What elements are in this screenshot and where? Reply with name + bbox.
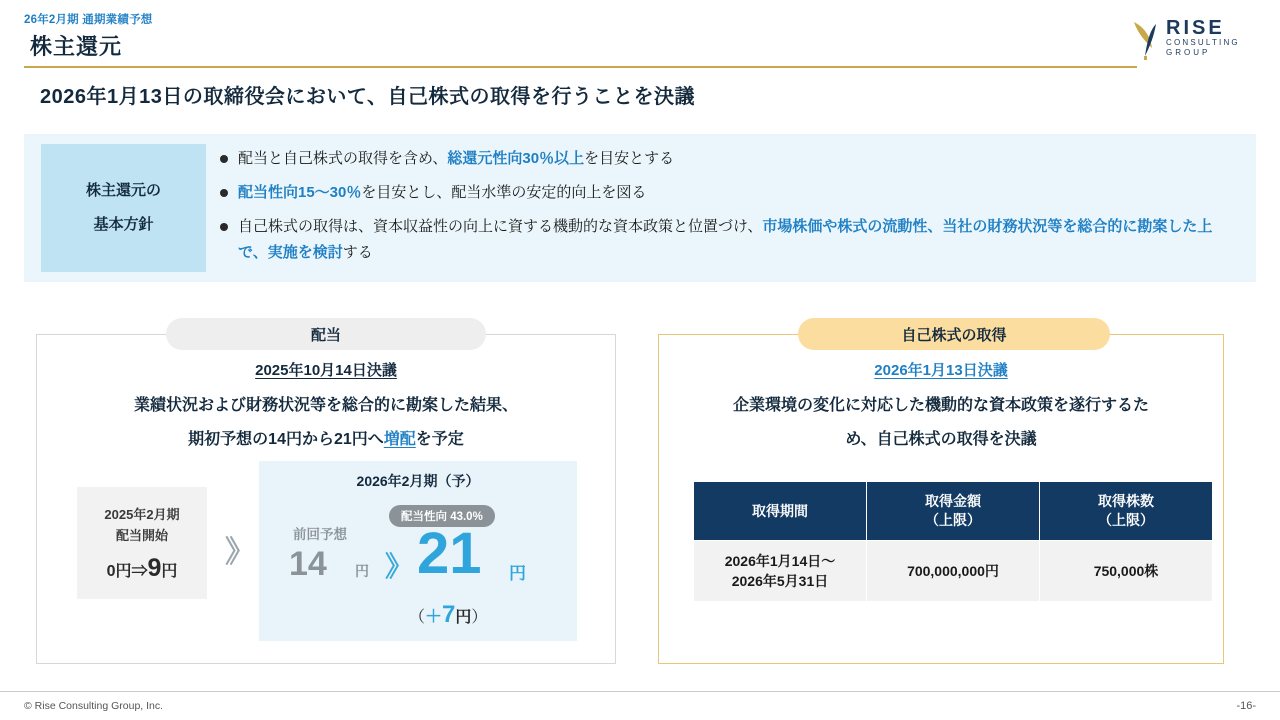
current-year-title: 2026年2月期（予）	[356, 473, 480, 489]
policy-text-post: を目安とする	[584, 150, 675, 167]
bullet-icon	[220, 223, 228, 231]
dividend-description-line2	[37, 423, 615, 457]
policy-item-text	[238, 180, 646, 206]
dividend-delta	[409, 601, 487, 629]
buyback-description	[659, 389, 1223, 457]
bullet-icon	[220, 155, 228, 163]
cell-shares-value: 750,000株	[1093, 563, 1159, 579]
logo-sub-group: GROUP	[1166, 48, 1211, 57]
cell-period-line1: 2026年1月14日〜	[724, 553, 836, 569]
cell-amount	[867, 541, 1040, 602]
dividend-resolution-date: 2025年10月14日決議	[255, 362, 397, 379]
previous-forecast-value: 14	[289, 545, 327, 583]
chevron-right-icon: 》	[385, 551, 414, 582]
logo-sub-consulting: CONSULTING	[1166, 38, 1240, 47]
header-shares-line2: （上限）	[1098, 512, 1154, 528]
table-header-row	[694, 482, 1213, 541]
policy-item	[220, 146, 1240, 172]
policy-list	[220, 146, 1240, 274]
shareholder-return-policy-box	[24, 134, 1256, 282]
previous-forecast-unit: 円	[355, 563, 369, 579]
dividend-desc2-post: を予定	[415, 431, 464, 448]
previous-year-value	[107, 554, 178, 583]
dividend-previous-year-box	[77, 487, 207, 599]
policy-item-text	[238, 214, 1240, 266]
bullet-icon	[220, 189, 228, 197]
policy-item	[220, 214, 1240, 266]
table-header-period	[694, 482, 867, 541]
policy-text-highlight: 総還元性向30％以上	[447, 150, 585, 167]
dividend-current-year-box	[259, 461, 577, 641]
policy-text-post: する	[342, 244, 373, 261]
delta-number: 7	[442, 601, 456, 628]
policy-item-text	[238, 146, 674, 172]
dividend-panel-tab: 配当	[166, 318, 486, 350]
header-amount-line1: 取得金額	[925, 493, 981, 509]
new-dividend-value: 21	[417, 521, 482, 586]
policy-label-line2: 基本方針	[93, 216, 154, 233]
policy-item	[220, 180, 1240, 206]
dividend-description	[37, 389, 615, 457]
page-header	[0, 0, 1280, 72]
policy-label-line1: 株主還元の	[85, 182, 161, 199]
lead-statement: 2026年1月13日の取締役会において、自己株式の取得を行うことを決議	[40, 86, 695, 108]
delta-plus-sign: ＋	[425, 607, 443, 626]
delta-unit: 円	[455, 609, 472, 626]
table-header-amount	[867, 482, 1040, 541]
buyback-table	[693, 481, 1213, 602]
chevron-right-icon: 》	[225, 536, 255, 569]
table-row	[694, 541, 1213, 602]
policy-label	[41, 144, 206, 272]
new-dividend-unit: 円	[509, 564, 526, 583]
dividend-desc2-pre: 期初予想の14円から21円へ	[188, 431, 384, 448]
logo-name: RISE	[1166, 17, 1225, 39]
buyback-description-line2: め、自己株式の取得を決議	[845, 431, 1037, 448]
table-header-shares	[1040, 482, 1213, 541]
footer-page-number: -16-	[1236, 700, 1256, 712]
buyback-resolution-date: 2026年1月13日決議	[874, 362, 1008, 379]
previous-year-label: 2025年2月期	[104, 506, 180, 522]
buyback-panel-tab: 自己株式の取得	[798, 318, 1110, 350]
payout-ratio-badge: 配当性向 43.0%	[389, 505, 495, 527]
dividend-description-line1: 業績状況および財務状況等を総合的に勘案した結果、	[133, 397, 518, 414]
policy-text-pre: 配当と自己株式の取得を含め、	[238, 150, 448, 167]
logo-wordmark	[1166, 18, 1261, 58]
title-divider	[24, 66, 1137, 68]
previous-value-pre: 0円⇒	[106, 562, 148, 580]
cell-shares	[1040, 541, 1213, 602]
buyback-description-line1: 企業環境の変化に対応した機動的な資本政策を遂行するた	[732, 397, 1149, 414]
delta-close-paren: ）	[471, 609, 488, 626]
policy-text-highlight: 市場株価や株式の流動性、当社の財務状況等を総合的に勘案した上で、実施を検討	[238, 218, 1213, 261]
dividend-desc2-highlight: 増配	[383, 431, 416, 448]
company-logo	[1128, 16, 1258, 62]
logo-leaf-icon	[1128, 18, 1162, 60]
header-period-line1: 取得期間	[752, 502, 808, 519]
dividend-panel	[36, 334, 616, 664]
header-shares-line1: 取得株数	[1098, 493, 1154, 509]
page-title: 株主還元	[30, 34, 123, 59]
policy-text-highlight: 配当性向15〜30％	[238, 184, 362, 201]
dividend-figure	[77, 461, 577, 641]
previous-value-number: 9	[147, 553, 162, 582]
footer-divider	[0, 691, 1280, 692]
header-eyebrow: 26年2月期 通期業績予想	[24, 14, 153, 26]
policy-text-pre: 自己株式の取得は、資本収益性の向上に資する機動的な資本政策と位置づけ、	[238, 218, 763, 235]
cell-amount-value: 700,000,000円	[907, 563, 999, 579]
cell-period-line2: 2026年5月31日	[731, 573, 829, 589]
footer-copyright: © Rise Consulting Group, Inc.	[24, 700, 164, 712]
previous-value-unit: 円	[161, 562, 178, 580]
previous-year-sublabel: 配当開始	[115, 527, 168, 543]
delta-open-paren: （	[409, 609, 426, 626]
header-amount-line2: （上限）	[925, 512, 981, 528]
policy-text-post: を目安とし、配当水準の安定的向上を図る	[361, 184, 647, 201]
previous-forecast-label: 前回予想	[293, 527, 347, 542]
buyback-panel	[658, 334, 1224, 664]
cell-period	[694, 541, 867, 602]
